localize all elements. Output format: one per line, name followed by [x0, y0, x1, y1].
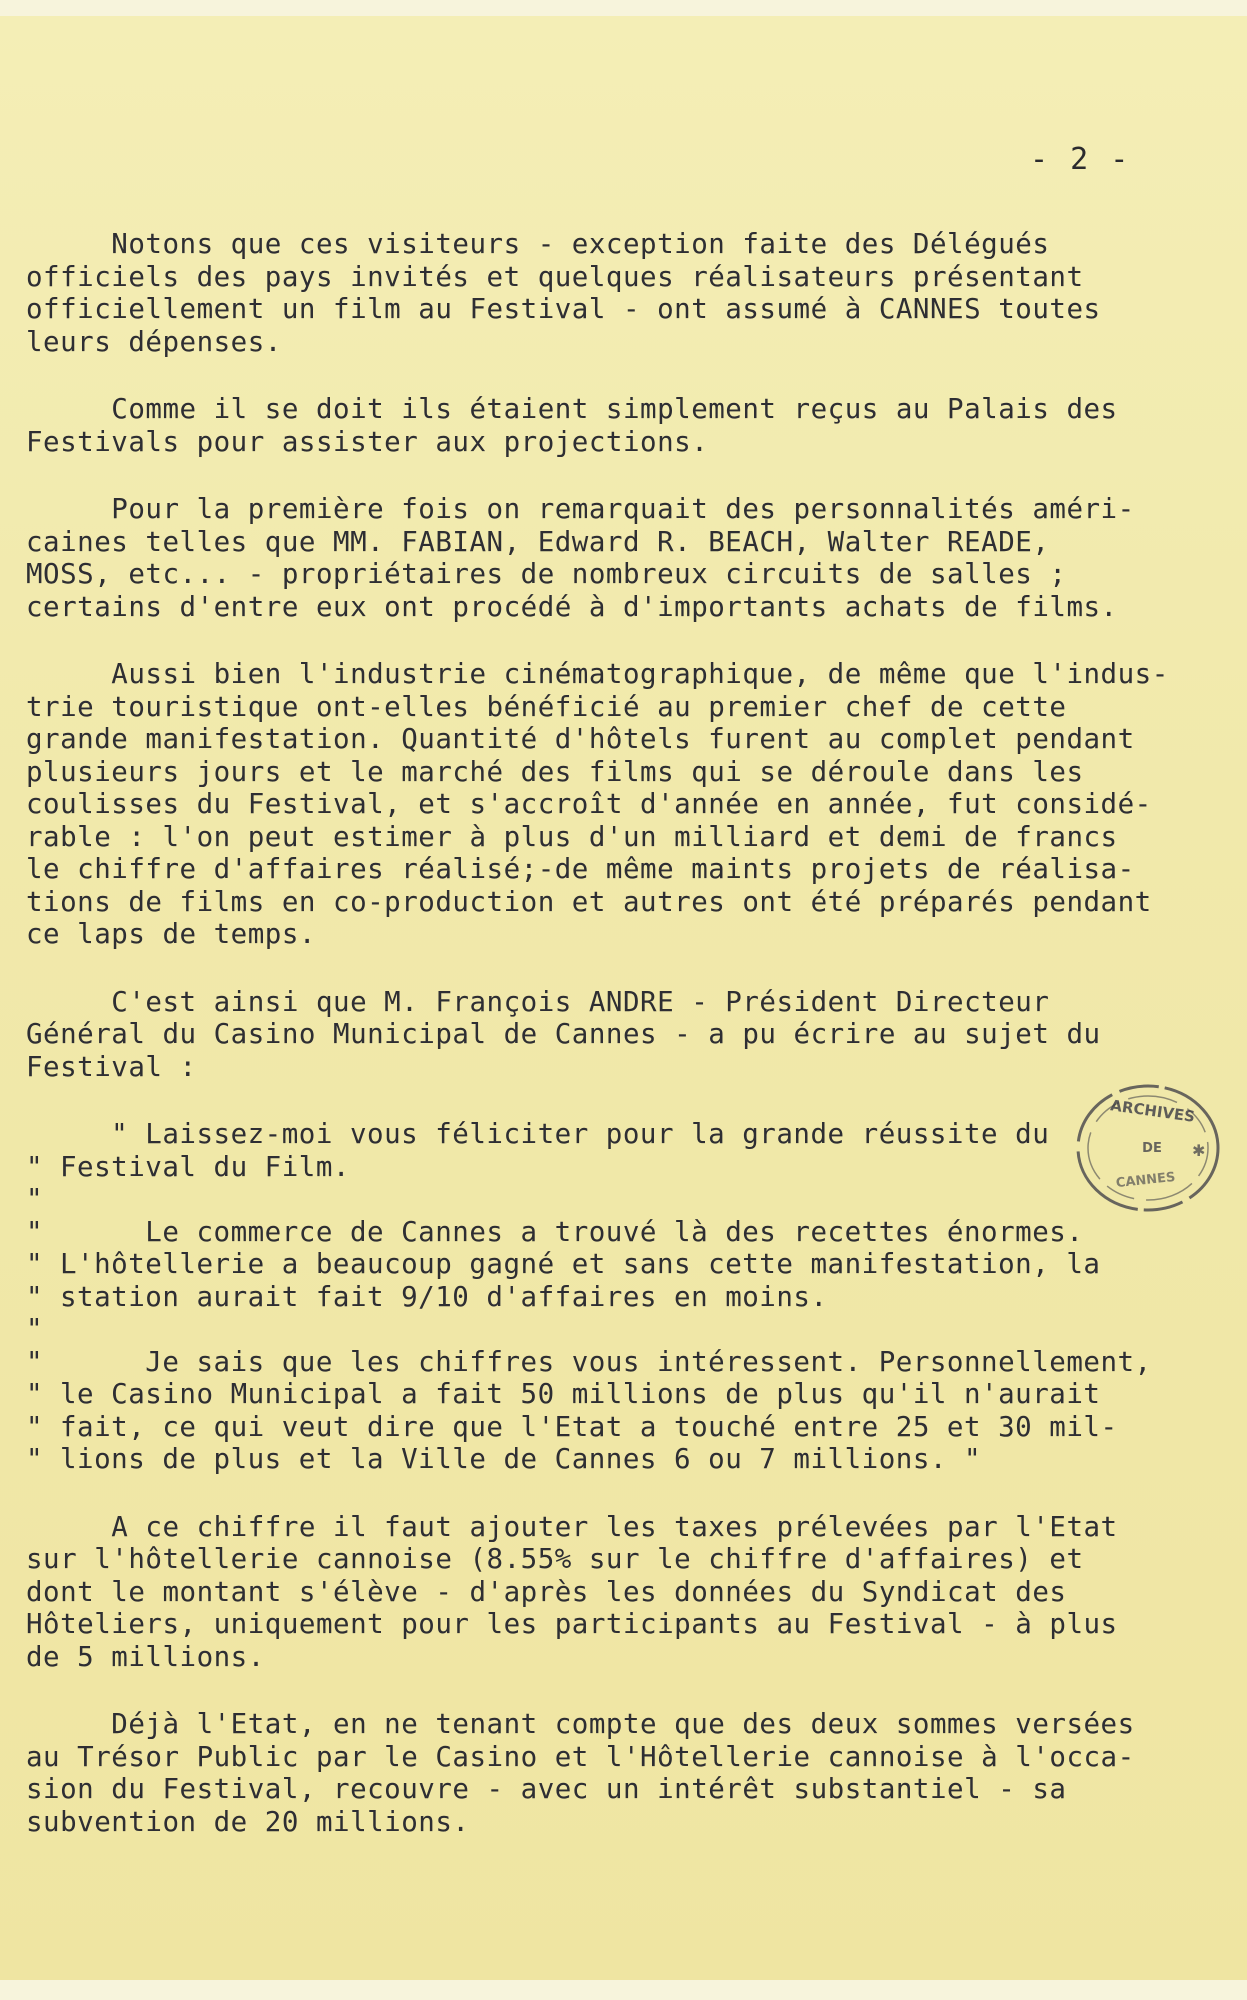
quote-mark: "	[26, 1280, 44, 1313]
text-line: plusieurs jours et le marché des films qui se déroule dans les	[26, 755, 1084, 788]
document-body	[26, 228, 1236, 1873]
quote-mark: "	[26, 1150, 44, 1183]
text-line: subvention de 20 millions.	[26, 1805, 470, 1838]
quote-line	[26, 1248, 1236, 1281]
quote-mark: "	[26, 1215, 44, 1248]
quote-mark: "	[26, 1378, 44, 1410]
quote-text	[60, 1313, 1236, 1346]
quote-line	[26, 1151, 1236, 1184]
text-line: officiellement un film au Festival - ont assumé à CANNES toutes	[26, 293, 1101, 325]
quote-mark: "	[26, 1345, 44, 1378]
text-line: de 5 millions.	[26, 1640, 265, 1673]
text-line: C'est ainsi que M. François ANDRE - Président Directeur	[26, 985, 1050, 1018]
paragraph-subvention	[26, 1708, 1236, 1838]
stamp-text-bottom: CANNES	[1115, 1169, 1177, 1192]
quote-text: L'hôtellerie a beaucoup gagné et sans cette manifestation, la	[60, 1248, 1101, 1280]
quote-text: Festival du Film.	[60, 1150, 350, 1183]
text-line: trie touristique ont-elles bénéficié au premier chef de cette	[26, 690, 1067, 723]
page-top-margin	[0, 0, 1247, 16]
quote-mark: "	[26, 1410, 44, 1443]
text-line: MOSS, etc... - propriétaires de nombreux circuits de salles ;	[26, 558, 1067, 590]
paragraph-andre-intro	[26, 986, 1236, 1084]
text-line: certains d'entre eux ont procédé à d'importants achats de films.	[26, 590, 1118, 623]
quote-mark: "	[26, 1313, 44, 1345]
quote-line	[26, 1216, 1236, 1249]
quote-mark: "	[26, 1248, 44, 1280]
paragraph-visitors	[26, 228, 1236, 358]
text-line: Général du Casino Municipal de Cannes - a pu écrire au sujet du	[26, 1018, 1101, 1050]
text-line: caines telles que MM. FABIAN, Edward R. BEACH, Walter READE,	[26, 525, 1050, 558]
quote-text: le Casino Municipal a fait 50 millions de plus qu'il n'aurait	[60, 1378, 1101, 1410]
page-bottom-margin	[0, 1980, 1247, 2000]
quote-text: station aurait fait 9/10 d'affaires en moins.	[60, 1280, 828, 1313]
paragraph-industry	[26, 658, 1236, 951]
text-line: leurs dépenses.	[26, 325, 282, 358]
stamp-text-mid: DE	[1142, 1141, 1162, 1156]
paragraph-american-personalities	[26, 493, 1236, 623]
svg-text:✱: ✱	[1192, 1141, 1206, 1160]
text-line: Festival :	[26, 1050, 197, 1083]
quote-text: " Laissez-moi vous féliciter pour la grande réussite du	[60, 1118, 1050, 1150]
page-number: - 2 -	[1030, 142, 1131, 177]
text-line: grande manifestation. Quantité d'hôtels furent au complet pendant	[26, 723, 1135, 755]
quote-line	[26, 1346, 1236, 1379]
quote-line	[26, 1443, 1236, 1476]
text-line: le chiffre d'affaires réalisé;-de même maints projets de réalisa-	[26, 853, 1135, 885]
text-line: Festivals pour assister aux projections.	[26, 425, 709, 458]
text-line: Comme il se doit ils étaient simplement reçus au Palais des	[26, 393, 1118, 425]
text-line: Notons que ces visiteurs - exception faite des Délégués	[26, 228, 1050, 260]
quote-mark: "	[26, 1183, 44, 1215]
quote-line	[26, 1378, 1236, 1411]
text-line: sion du Festival, recouvre - avec un intérêt substantiel - sa	[26, 1773, 1067, 1805]
quote-text: Le commerce de Cannes a trouvé là des recettes énormes.	[60, 1215, 1084, 1248]
text-line: dont le montant s'élève - d'après les données du Syndicat des	[26, 1575, 1067, 1608]
text-line: A ce chiffre il faut ajouter les taxes prélevées par l'Etat	[26, 1510, 1118, 1543]
quote-line	[26, 1281, 1236, 1314]
paragraph-palais	[26, 393, 1236, 458]
text-line: au Trésor Public par le Casino et l'Hôtellerie cannoise à l'occa-	[26, 1740, 1135, 1773]
stamp-text-top: ARCHIVES	[1109, 1096, 1197, 1126]
quote-line	[26, 1313, 1236, 1346]
quote-line	[26, 1411, 1236, 1444]
text-line: Pour la première fois on remarquait des personnalités améri-	[26, 493, 1135, 525]
paragraph-taxes	[26, 1511, 1236, 1674]
quote-text: fait, ce qui veut dire que l'Etat a touché entre 25 et 30 mil-	[60, 1410, 1118, 1443]
quote-text: Je sais que les chiffres vous intéressent. Personnellement,	[60, 1345, 1152, 1378]
text-line: rable : l'on peut estimer à plus d'un milliard et demi de francs	[26, 820, 1118, 853]
text-line: ce laps de temps.	[26, 918, 316, 950]
quote-line	[26, 1183, 1236, 1216]
text-line: tions de films en co-production et autres ont été préparés pendant	[26, 885, 1152, 918]
quote-text: lions de plus et la Ville de Cannes 6 ou 7 millions. "	[60, 1443, 982, 1475]
text-line: Aussi bien l'industrie cinématographique, de même que l'indus-	[26, 658, 1169, 690]
quotation-block	[26, 1118, 1236, 1476]
text-line: coulisses du Festival, et s'accroît d'année en année, fut considé-	[26, 788, 1152, 820]
archives-stamp-icon	[1060, 1056, 1240, 1236]
quote-mark	[26, 1118, 60, 1151]
text-line: sur l'hôtellerie cannoise (8.55% sur le chiffre d'affaires) et	[26, 1543, 1084, 1575]
text-line: Déjà l'Etat, en ne tenant compte que des deux sommes versées	[26, 1708, 1135, 1740]
quote-line	[26, 1118, 1236, 1151]
text-line: Hôteliers, uniquement pour les participants au Festival - à plus	[26, 1608, 1118, 1640]
quote-mark: "	[26, 1443, 44, 1475]
text-line: officiels des pays invités et quelques réalisateurs présentant	[26, 260, 1084, 293]
